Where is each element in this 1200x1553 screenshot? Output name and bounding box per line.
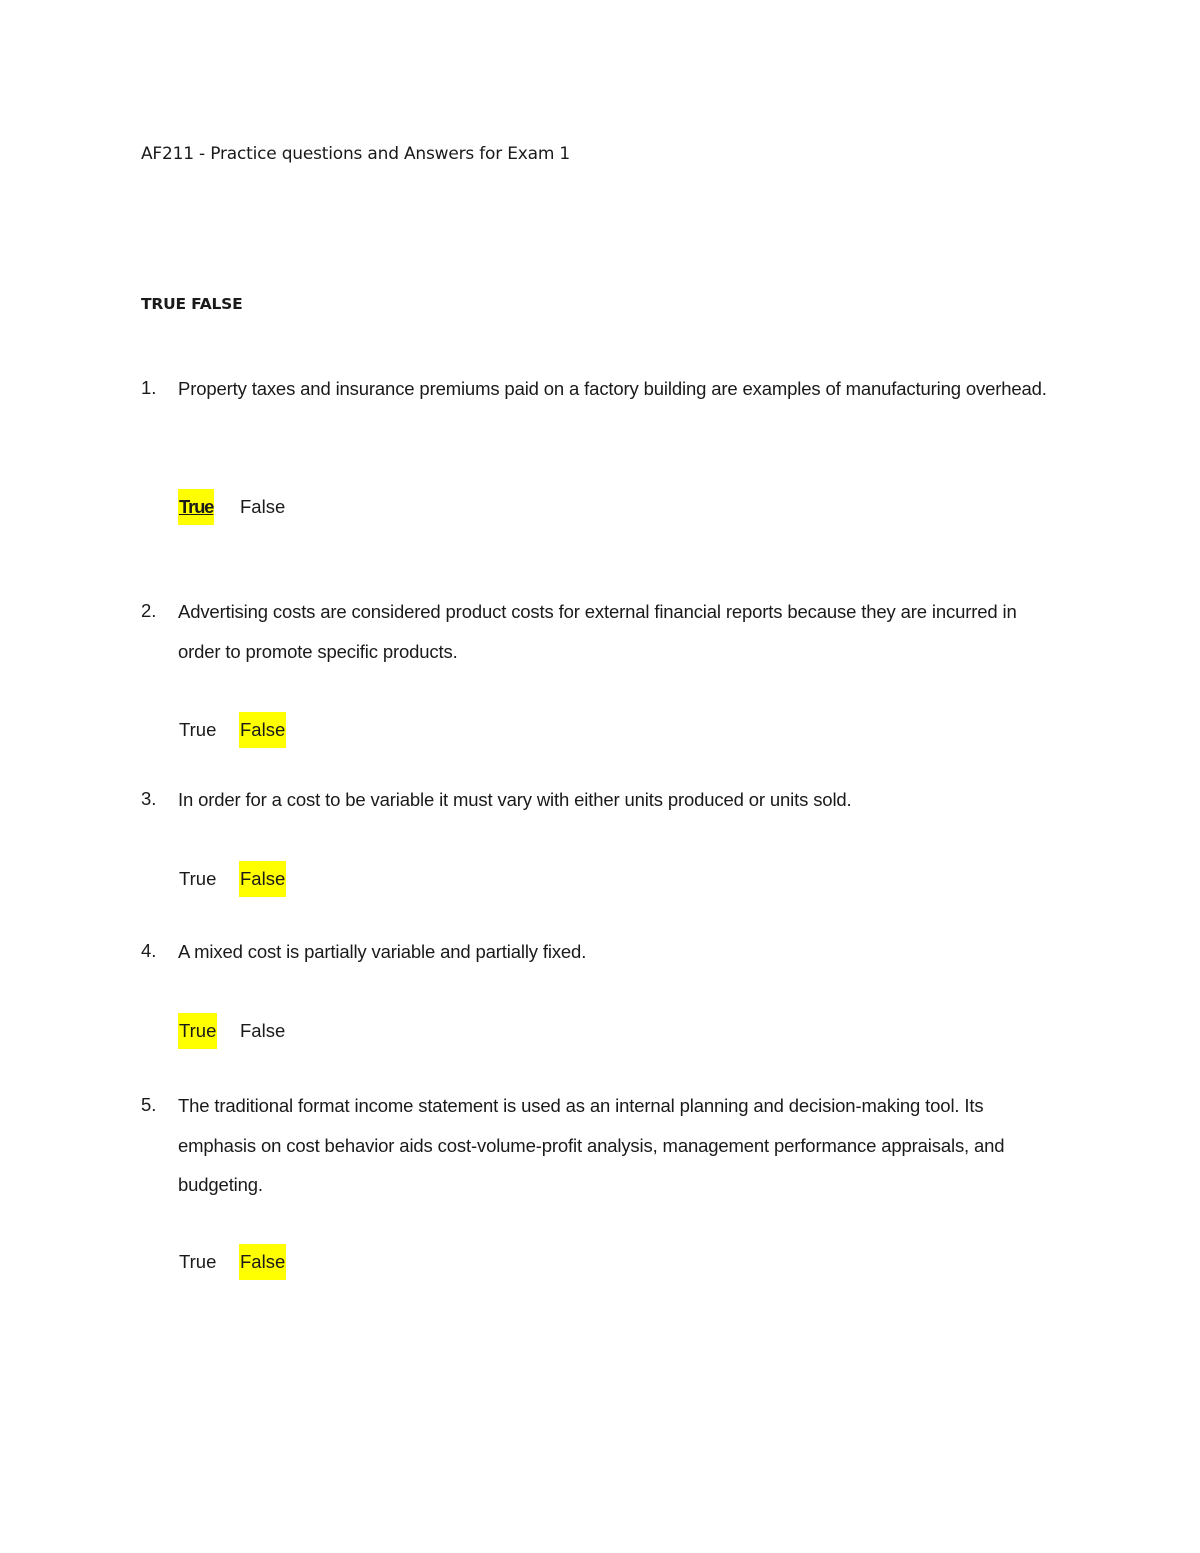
question-4-number: 4. <box>141 940 157 961</box>
question-3-number: 3. <box>141 788 157 809</box>
question-4-text: A mixed cost is partially variable and partially fixed. <box>178 941 587 962</box>
question-1-text: Property taxes and insurance premiums paid on a factory building are examples of manufacturing overhead. <box>178 378 1047 399</box>
question-1-true-option: True <box>178 489 214 525</box>
question-5-true-option: True <box>179 1251 217 1272</box>
question-2-false-option: False <box>239 712 286 748</box>
question-2-true-option: True <box>179 719 217 740</box>
question-5-number: 5. <box>141 1094 157 1115</box>
question-2-number: 2. <box>141 600 157 621</box>
question-3-false-option: False <box>239 861 286 897</box>
question-5-false-option: False <box>239 1244 286 1280</box>
question-3-text: In order for a cost to be variable it must vary with either units produced or units sold. <box>178 789 852 810</box>
question-3-true-option: True <box>179 868 217 889</box>
question-5-text: The traditional format income statement is used as an internal planning and decision-making tool. Its emphasis on cost behavior aids cost-volume-profit analysis, management performance appraisals, and budgeting. <box>178 1095 1005 1195</box>
question-1-false-option: False <box>240 496 286 517</box>
question-4-true-option: True <box>178 1013 217 1049</box>
section-heading: TRUE FALSE <box>141 295 243 313</box>
question-1-number: 1. <box>141 377 157 398</box>
question-4-false-option: False <box>240 1020 286 1041</box>
question-2-text: Advertising costs are considered product costs for external financial reports because they are incurred in order to promote specific products. <box>178 601 1017 662</box>
document-title: AF211 - Practice questions and Answers for Exam 1 <box>141 144 571 164</box>
